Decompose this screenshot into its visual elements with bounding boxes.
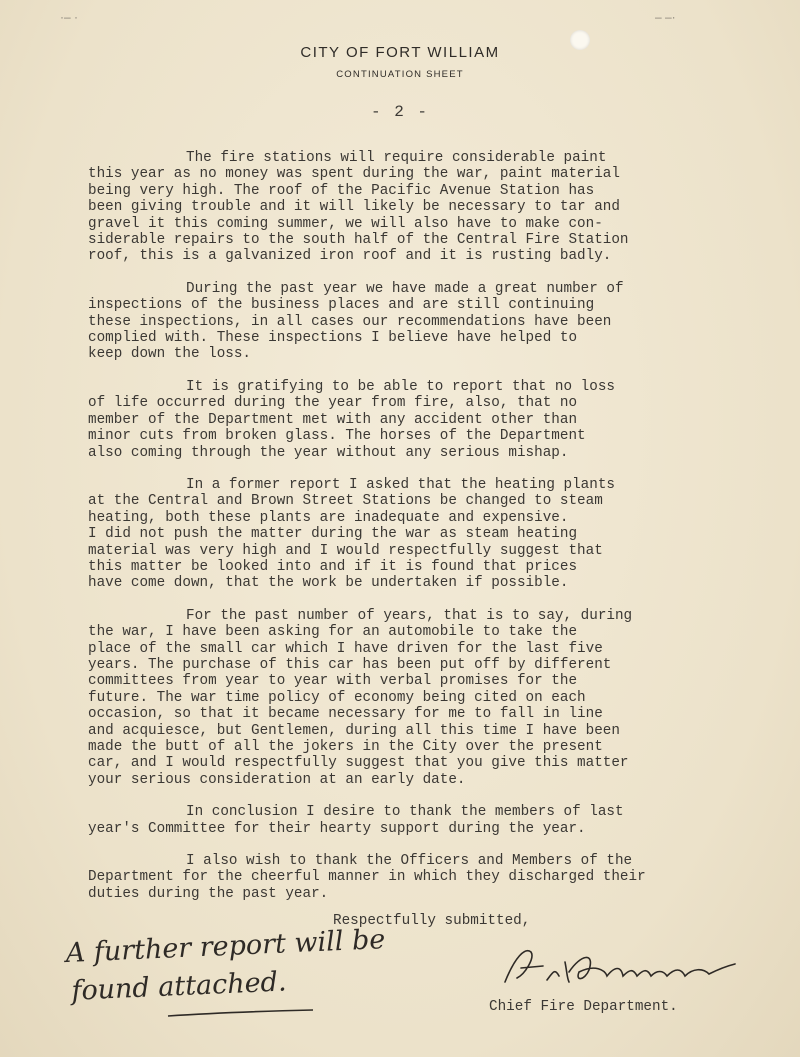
- text-line: made the butt of all the jokers in the City over the present: [88, 739, 603, 755]
- text-line: future. The war time policy of economy being cited on each: [88, 689, 586, 706]
- text-line: place of the small car which I have driven for the last five: [88, 640, 603, 657]
- text-line: material was very high and I would respectfully suggest that: [88, 542, 603, 559]
- text-line: The fire stations will require considerable paint: [186, 150, 607, 166]
- handwritten-note-line: found attached.: [70, 966, 288, 1007]
- text-line: duties during the past year.: [88, 885, 329, 902]
- handwritten-note-line: A further report will be: [65, 924, 386, 969]
- paragraph: [88, 477, 728, 592]
- text-line: Department for the cheerful manner in which they discharged their: [88, 869, 646, 886]
- text-line: minor cuts from broken glass. The horses of the Department: [88, 428, 586, 445]
- text-line: inspections of the business places and are still continuing: [88, 297, 595, 314]
- text-line: For the past number of years, that is to say, during: [186, 607, 633, 624]
- text-line: your serious consideration at an early date.: [88, 771, 466, 788]
- paragraph: [88, 853, 728, 902]
- signature-image: [495, 942, 745, 992]
- text-line: this year as no money was spent during the war, paint material: [88, 166, 620, 183]
- letter-body: [88, 150, 728, 918]
- signer-title: Chief Fire Department.: [489, 999, 678, 1015]
- text-line: year's Committee for their hearty support during the year.: [88, 820, 586, 837]
- text-line: this matter be looked into and if it is found that prices: [88, 558, 578, 575]
- text-line: I also wish to thank the Officers and Members of the: [186, 853, 633, 870]
- paragraph: [88, 281, 728, 363]
- text-line: these inspections, in all cases our recommendations have been: [88, 313, 612, 330]
- text-line: complied with. These inspections I believe have helped to: [88, 330, 578, 347]
- paragraph: [88, 608, 728, 788]
- handwritten-note: [65, 921, 388, 1011]
- text-line: In a former report I asked that the heating plants: [186, 476, 615, 493]
- text-line: and acquiesce, but Gentlemen, during all this time I have been: [88, 722, 620, 739]
- text-line: years. The purchase of this car has been put off by different: [88, 656, 612, 673]
- text-line: being very high. The roof of the Pacific Avenue Station has: [88, 182, 595, 199]
- letterhead-subtitle: CONTINUATION SHEET: [336, 69, 464, 80]
- text-line: I did not push the matter during the war as steam heating: [88, 526, 578, 543]
- closing-salutation: Respectfully submitted,: [333, 913, 531, 929]
- text-line: have come down, that the work be undertaken if possible.: [88, 575, 569, 592]
- text-line: committees from year to year with verbal promises for the: [88, 673, 578, 690]
- text-line: keep down the loss.: [88, 346, 252, 363]
- corner-mark: ·– ·: [60, 10, 78, 24]
- corner-mark: – –·: [655, 10, 676, 24]
- text-line: of life occurred during the year from fire, also, that no: [88, 395, 578, 412]
- page-number: - 2 -: [370, 103, 429, 121]
- text-line: car, and I would respectfully suggest that you give this matter: [88, 755, 629, 772]
- text-line: roof, this is a galvanized iron roof and it is rusting badly.: [88, 248, 612, 265]
- text-line: been giving trouble and it will likely be necessary to tar and: [88, 199, 620, 216]
- text-line: In conclusion I desire to thank the members of last: [186, 804, 624, 821]
- note-underline: [168, 1008, 318, 1020]
- text-line: the war, I have been asking for an automobile to take the: [88, 624, 578, 641]
- text-line: siderable repairs to the south half of the Central Fire Station: [88, 232, 629, 249]
- paragraph: [88, 150, 728, 265]
- letterhead-title: CITY OF FORT WILLIAM: [300, 44, 500, 61]
- text-line: gravel it this coming summer, we will also have to make con-: [88, 215, 603, 232]
- text-line: at the Central and Brown Street Stations be changed to steam: [88, 493, 603, 510]
- text-line: also coming through the year without any serious mishap.: [88, 444, 569, 461]
- paragraph: [88, 379, 728, 461]
- text-line: heating, both these plants are inadequate and expensive.: [88, 509, 569, 526]
- text-line: It is gratifying to be able to report that no loss: [186, 378, 615, 395]
- text-line: member of the Department met with any accident other than: [88, 411, 578, 428]
- paragraph: [88, 804, 728, 837]
- text-line: During the past year we have made a great number of: [186, 280, 624, 297]
- text-line: occasion, so that it became necessary for me to fall in line: [88, 706, 603, 723]
